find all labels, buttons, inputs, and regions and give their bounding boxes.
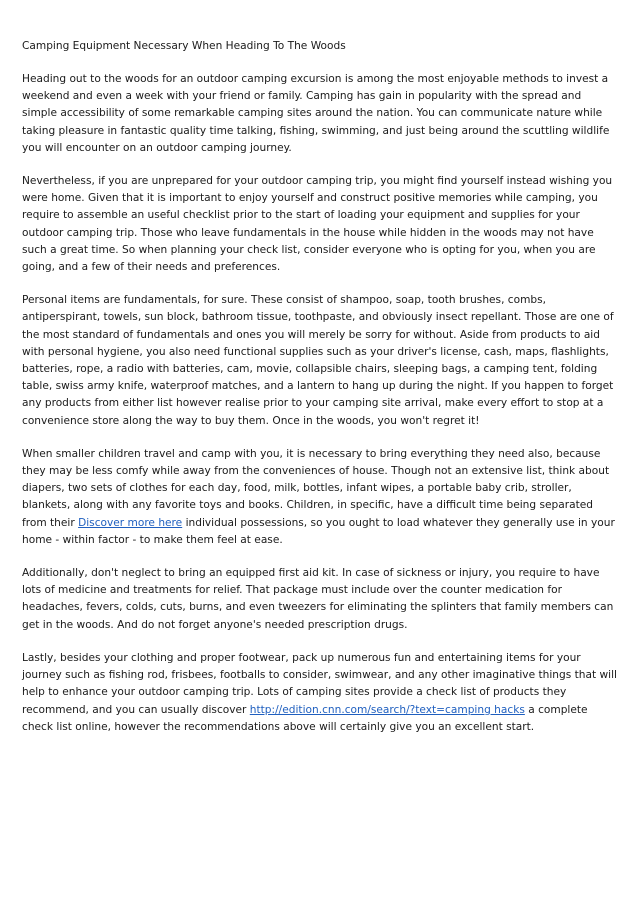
paragraph-lastly-text-end: a complete check list online, however the recommendations above will certainly give you an excellent start. xyxy=(22,703,588,733)
paragraph-unprepared: Nevertheless, if you are unprepared for your outdoor camping trip, you might find yourself instead wishing you were home. Given that it is important to enjoy yourself and construct positive memories while camping, you require to assemble an useful checklist prior to the start of loading your equipment and supplies for your outdoor camping trip. Those who leave fundamentals in the house while hidden in the woods may not have such a great time. So when planning your check list, consider everyone who is opting for you, when you are going, and a few of their needs and preferences. xyxy=(22,175,613,274)
paragraph-lastly-text-start: Lastly, besides your clothing and proper footwear, pack up numerous fun and entertaining items for your journey such as fishing rod, frisbees, footballs to consider, swimwear, and any other imaginative things that will help to enhance your outdoor camping trip. Lots of camping sites provide a check list of products they recommend, and you can usually discover xyxy=(22,651,617,716)
document-title: Camping Equipment Necessary When Heading To The Woods xyxy=(22,40,346,52)
discover-more-link[interactable]: Discover more here xyxy=(78,516,183,529)
paragraph-first-aid: Additionally, don't neglect to bring an equipped first aid kit. In case of sickness or injury, you require to have lots of medicine and treatments for relief. That package must include over the counter medication for headaches, fevers, colds, cuts, burns, and even tweezers for eliminating the splinters that family members can get in the woods. And do not forget anyone's needed prescription drugs. xyxy=(22,567,614,631)
paragraph-personal-items: Personal items are fundamentals, for sure. These consist of shampoo, soap, tooth brushes, combs, antiperspirant, towels, sun block, bathroom tissue, toothpaste, and obviously insect repellant. Those are one of the most standard of fundamentals and ones you will merely be sorry for without. Aside from products to aid with personal hygiene, you also need functional supplies such as your driver's license, cash, maps, flashlights, batteries, rope, a radio with batteries, cam, movie, collapsible chairs, sleeping bags, a camping tent, folding table, swiss army knife, waterproof matches, and a lantern to hang up during the night. If you happen to forget any products from either list however realise prior to your camping site arrival, make every effort to stop at a convenience store along the way to buy them. Once in the woods, you won't regret it! xyxy=(22,294,614,427)
paragraph-children-text-end: individual possessions, so you ought to load whatever they generally use in your home - within factor - to make them feel at ease. xyxy=(22,516,615,546)
paragraph-intro: Heading out to the woods for an outdoor camping excursion is among the most enjoyable methods to invest a weekend and even a week with your friend or family. Camping has gain in popularity with the spread and simple accessibility of some remarkable camping sites around the nation. You can communicate nature while taking pleasure in fantastic quality time talking, fishing, swimming, and just being around the scuttling wildlife you will encounter on an outdoor camping journey. xyxy=(22,73,610,154)
cnn-search-link[interactable]: http://edition.cnn.com/search/?text=camping hacks xyxy=(249,703,525,716)
paragraph-lastly xyxy=(22,650,618,736)
paragraph-children-text-start: When smaller children travel and camp with you, it is necessary to bring everything they need also, because they may be less comfy while away from the conveniences of house. Though not an extensive list, think about diapers, two sets of clothes for each day, food, milk, bottles, infant wipes, a portable baby crib, stroller, blankets, along with any favorite toys and books. Children, in specific, have a difficult time being separated from their xyxy=(22,447,610,529)
paragraph-children xyxy=(22,446,618,549)
